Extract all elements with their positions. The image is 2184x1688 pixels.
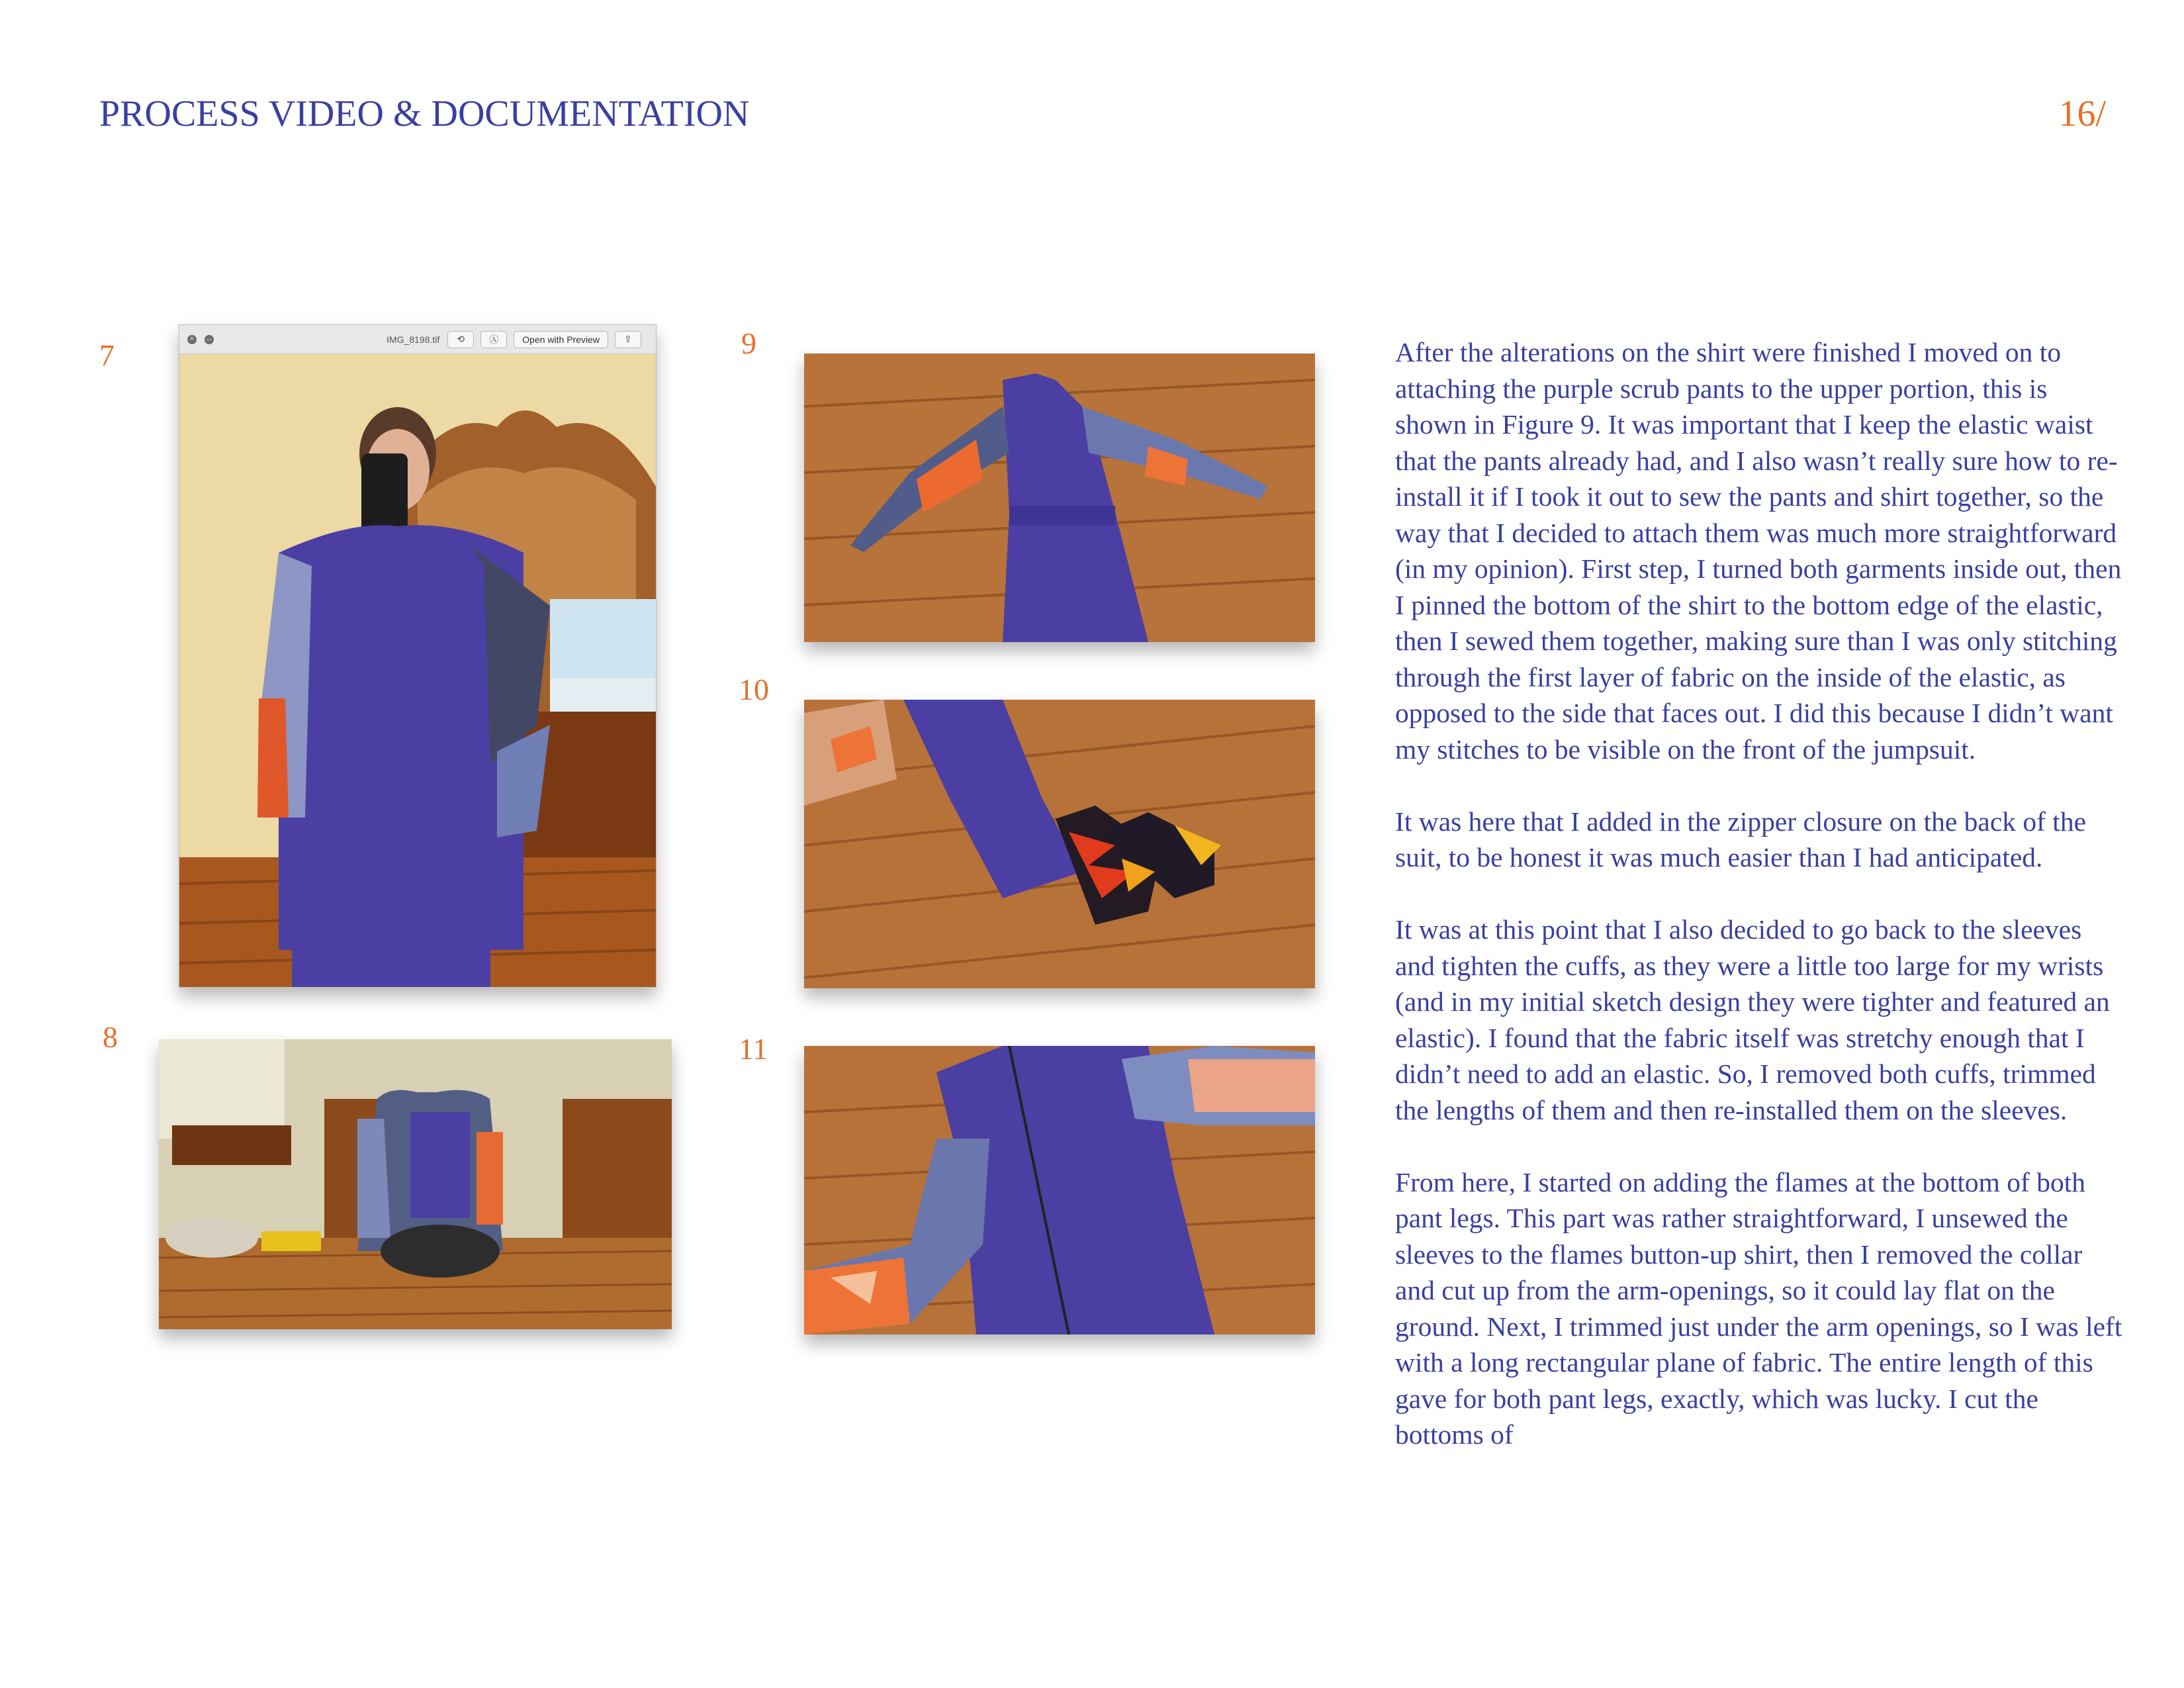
figure-number-7: 7 — [99, 338, 114, 372]
page-title: PROCESS VIDEO & DOCUMENTATION — [99, 93, 750, 134]
figure-7-preview-window — [179, 324, 657, 988]
close-icon[interactable]: × — [187, 335, 197, 344]
share-icon[interactable]: ⇪ — [615, 331, 641, 348]
paragraph-4: From here, I started on adding the flames at the bottom of both pant legs. This part was rather straightforward, I unsewed the sleeves to the flames button-up shirt, then I removed the collar and cut up from the arm-openings, so it could lay flat on the ground. Next, I trimmed just under the arm openings, so I was left with a long rectangular plane of fabric. The entire length of this gave for both pant legs, exactly, which was lucky. I cut the bottoms of — [1395, 1166, 2122, 1450]
markup-icon[interactable]: Ⓐ — [480, 331, 507, 348]
figure-number-10: 10 — [739, 673, 769, 706]
figure-number-8: 8 — [103, 1020, 118, 1054]
figure-number-11: 11 — [739, 1032, 768, 1066]
preview-window-toolbar — [179, 325, 656, 354]
preview-filename: IMG_8198.tif — [387, 334, 440, 345]
page-number: 16/ — [2058, 93, 2106, 134]
figure-10-photo — [804, 700, 1315, 988]
figure-8-photo — [159, 1039, 672, 1329]
figure-7-photo — [179, 354, 656, 987]
paragraph-2: It was here that I added in the zipper closure on the back of the suit, to be honest it was much easier than I had anticipated. — [1395, 806, 2087, 872]
fullscreen-icon[interactable]: ↔ — [205, 335, 213, 343]
paragraph-3: It was at this point that I also decided to go back to the sleeves and tighten the cuffs, as they were a little too large for my wrists (and in my initial sketch design they were tighter and featured an elastic). I found that the fabric itself was stretchy enough that I didn’t need to add an elastic. So, I removed both cuffs, trimmed the lengths of them and then re-installed them on the sleeves. — [1395, 914, 2110, 1125]
figure-9-photo — [804, 353, 1315, 642]
body-text — [1395, 334, 2123, 1489]
rotate-icon[interactable]: ⟲ — [447, 331, 474, 348]
open-with-preview-button[interactable]: Open with Preview — [514, 331, 608, 348]
paragraph-1: After the alterations on the shirt were finished I moved on to attaching the purple scrub pants to the upper portion, this is shown in Figure 9. It was important that I keep the elastic waist that the pants already had, and I also wasn’t really sure how to re-install it if I took it out to sew the pants and shirt together, so the way that I decided to attach them was much more straightforward (in my opinion). First step, I turned both garments inside out, then I pinned the bottom of the shirt to the bottom edge of the elastic, then I sewed them together, making sure than I was only stitching through the first layer of fabric on the inside of the elastic, as opposed to the side that faces out. I did this because I didn’t want my stitches to be visible on the front of the jumpsuit. — [1395, 337, 2122, 765]
figure-number-9: 9 — [741, 326, 756, 360]
figure-11-photo — [804, 1046, 1315, 1335]
